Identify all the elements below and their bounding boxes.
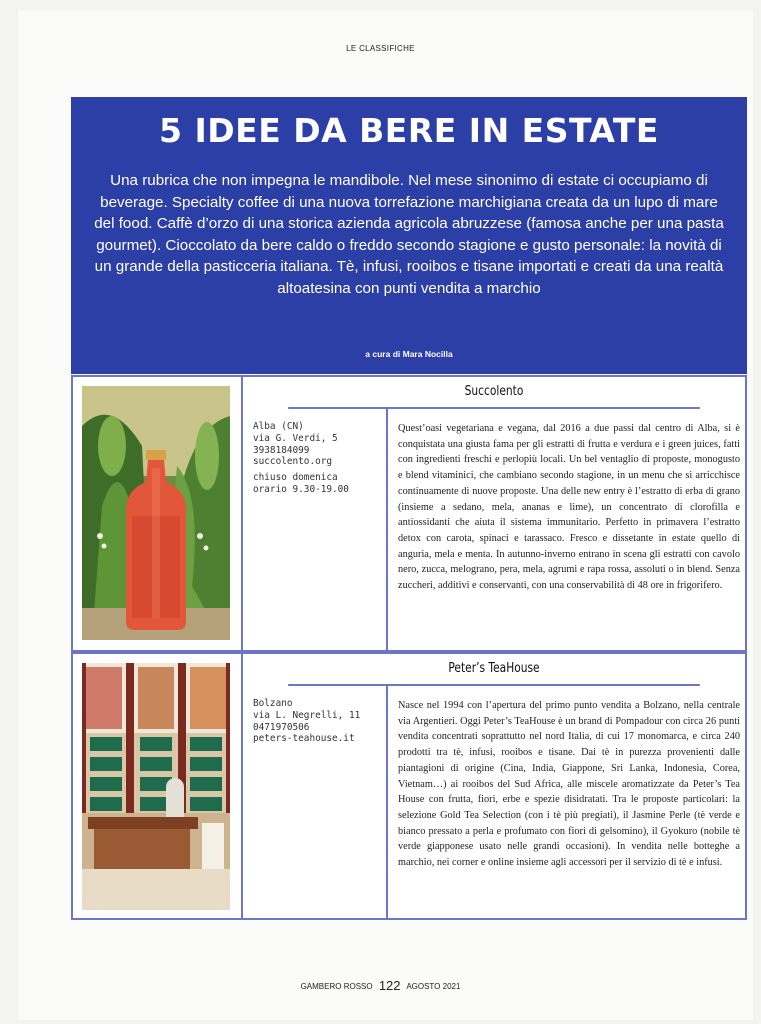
entry-card-peters-teahouse bbox=[71, 652, 747, 920]
banner-title: 5 IDEE DA BERE IN ESTATE bbox=[159, 111, 659, 150]
column-divider bbox=[386, 686, 388, 918]
section-label: LE CLASSIFICHE bbox=[346, 44, 415, 53]
entry-contact bbox=[253, 421, 383, 496]
contact-phone: 3938184099 bbox=[253, 444, 310, 456]
page-footer bbox=[0, 978, 761, 993]
teahouse-photo bbox=[82, 663, 230, 910]
column-divider bbox=[241, 654, 243, 918]
contact-website: succolento.org bbox=[253, 456, 333, 468]
column-divider bbox=[386, 409, 388, 650]
title-banner bbox=[71, 97, 747, 374]
contact-hours: orario 9.30-19.00 bbox=[253, 483, 349, 495]
footer-issue: AGOSTO 2021 bbox=[406, 982, 461, 991]
succolento-photo bbox=[82, 386, 230, 640]
contact-phone: 0471970506 bbox=[253, 721, 310, 733]
contact-city: Bolzano bbox=[253, 698, 293, 709]
contact-address: via L. Negrelli, 11 bbox=[253, 709, 361, 721]
page-number: 122 bbox=[378, 978, 401, 993]
column-divider bbox=[241, 377, 243, 650]
entry-text: Nasce nel 1994 con l’apertura del primo punto vendita a Bolzano, nella centrale via Argentieri. Oggi Peter’s TeaHouse è un brand di Pompadour con circa 26 punti vendita concentrati soprattutto nel nord Italia, di cui 17 monomarca, e circa 240 prodotti tra tè, infusi, rooibos e tisane. Dai tè in purezza provenienti dalle piantagioni di origine (Cina, India, Giappone, Sri Lanka, Indonesia, Corea, Vietnam…) ai rooibos del Sud Africa, alle miscele aromatizzate da Peter’s Tea House con frutta, fiori, erbe e spezie disidratati. Tra le proposte particolari: la selezione Gold Tea Selection (con i tè più pregiati), il Jasmine Perle (tè verde e bianco pressato a perla e profumato con fiori di gelsomino), il Gyokuro (nobile tè verde giapponese usato nelle grandi occasioni). In vendita nelle botteghe a marchio, nei corner e online insieme agli accessori per il servizio di tè e infusi. bbox=[398, 700, 740, 869]
entry-card-succolento bbox=[71, 375, 747, 652]
contact-website: peters-teahouse.it bbox=[253, 733, 355, 745]
entry-name: Succolento bbox=[288, 377, 700, 409]
entry-name: Peter’s TeaHouse bbox=[288, 654, 700, 686]
contact-address: via G. Verdi, 5 bbox=[253, 432, 338, 444]
footer-magazine: GAMBERO ROSSO bbox=[300, 982, 373, 991]
banner-intro: Una rubrica che non impegna le mandibole. Nel mese sinonimo di estate ci occupiamo di beverage. Specialty coffee di una nuova torrefazione marchigiana creata da un lupo di mare del food. Caffè d’orzo di una storica azienda agricola abruzzese (famosa anche per una pasta gourmet). Cioccolato da bere caldo o freddo secondo stagione e gusto personale: la novità di un grande della pasticceria italiana. Tè, infusi, rooibos e tisane importati e creati da una realtà altoatesina con punti vendita a marchio bbox=[94, 172, 724, 297]
banner-credit: a cura di Mara Nocilla bbox=[365, 349, 453, 359]
entry-contact bbox=[253, 698, 383, 745]
contact-city: Alba (CN) bbox=[253, 421, 304, 432]
contact-closing-day: chiuso domenica bbox=[253, 472, 338, 484]
entry-text: Quest’oasi vegetariana e vegana, dal 2016 a due passi dal centro di Alba, si è conquistata una giusta fama per gli estratti di frutta e verdura e i green juices, fatti con ingredienti freschi e perlopiù locali. Un bel ventaglio di proposte, monogusto e blend vitaminici, che cambiano secondo stagione, in un menu che si arricchisce continuamente di nuove proposte. Una delle new entry è l’estratto di erba di grano (insieme a sedano, mela, ananas e lime), un concentrato di clorofilla e antiossidanti che aiuta il sistema immunitario. Perfetto in primavera l’estratto detox con carota, spinaci e tarassaco. Fresco e dissetante in estate quello di anguria, mela e menta. In autunno-inverno entrano in scena gli estratti con cavolo nero, zucca, melograno, pera, mela, agrumi e rapa rossa, assoluti o in blend. Senza zuccheri, additivi e conservanti, con una conservabilità di 48 ore in frigorifero. bbox=[398, 423, 740, 592]
